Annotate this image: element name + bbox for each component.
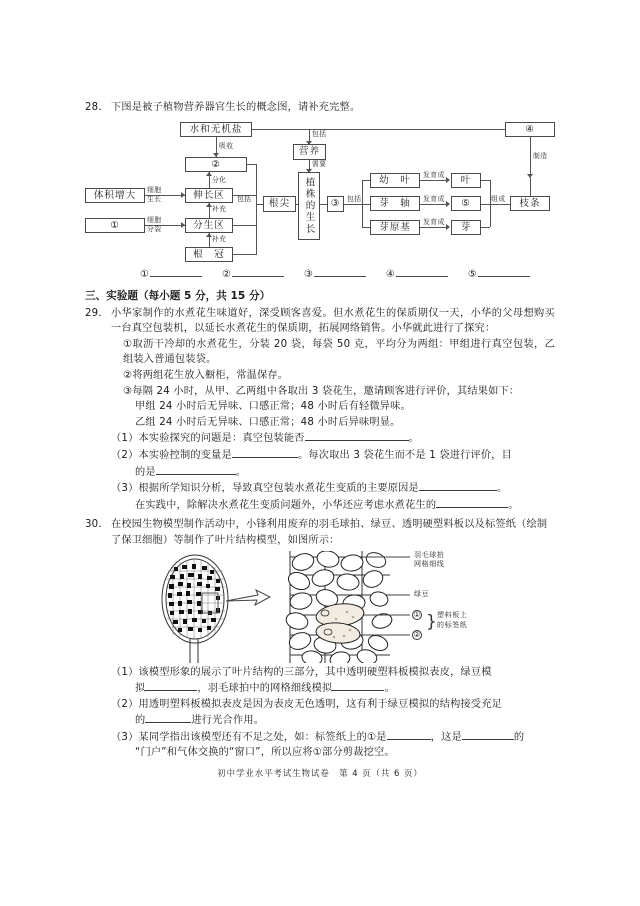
- line-budaxis-5: [420, 204, 447, 205]
- page-footer: 初中学业水平考试生物试卷 第 4 页（共 6 页）: [217, 768, 423, 779]
- answer-blank-3[interactable]: ③: [304, 266, 366, 280]
- q29-blank-3a[interactable]: [419, 480, 497, 491]
- line-to-youngleaf: [362, 180, 370, 181]
- arrow-produce: [527, 174, 533, 178]
- question-30: [85, 517, 555, 548]
- line-br-to-roottip: [256, 204, 263, 205]
- question-29-sub-2: （2）本实验控制的变量是 。每次取出 3 袋花生而不是 1 袋进行评价，目: [111, 447, 555, 464]
- label-replenish-1: 补充: [212, 204, 227, 213]
- arrow-need: [306, 169, 312, 173]
- question-29-result-group-a: 甲组 24 小时后无异味、口感正常；48 小时后有轻微异味。: [135, 401, 411, 413]
- question-30-sub-2: （2）用透明塑料板模拟表皮是因为表皮无色透明，这有利于绿豆模拟的结构接受充足: [111, 698, 503, 710]
- label-absorb: 吸收: [219, 141, 234, 150]
- question-29-result-group-b: 乙组 24 小时后无异味、口感正常；48 小时后异味明显。: [135, 416, 401, 428]
- label-replenish-2: 补充: [212, 234, 227, 243]
- line-growth-3: [320, 204, 327, 205]
- box-young-leaf: 幼 叶: [370, 173, 420, 188]
- q29-blank-3b[interactable]: [436, 497, 508, 508]
- question-29-sub-2-line2: 的是 。: [111, 464, 555, 481]
- line-roottip-growth: [296, 204, 298, 205]
- line-budset-vertical: [362, 180, 363, 228]
- q30-blank-1a[interactable]: [145, 680, 197, 691]
- question-29-step-2: ②将两组花生放入橱柜，常温保存。: [123, 369, 289, 381]
- figure-label-sticker-line1: 塑料板上: [437, 610, 468, 619]
- label-cell-division-1: 细胞: [147, 215, 162, 224]
- line-3-branchset: [344, 204, 370, 205]
- question-30-sub-3-line2: “门户”和气体交换的“窗口”，所以应将①部分剪裁挖空。: [135, 747, 395, 759]
- box-leaf: 叶: [451, 173, 481, 188]
- arrow-celldiv: [181, 222, 185, 228]
- label-include-nutrition: 包括: [312, 129, 327, 138]
- question-30-subs: [85, 665, 555, 762]
- label-cell-division-2: 分裂: [147, 224, 162, 233]
- question-29: [85, 306, 555, 514]
- label-develop-2: 发育成: [423, 194, 445, 203]
- question-29-number: 29．: [85, 307, 109, 319]
- answer-blank-5[interactable]: ⑤: [468, 266, 530, 280]
- label-include-bud: 包括: [347, 194, 362, 203]
- arrow-develop-1: [446, 177, 450, 183]
- q30-blank-1b[interactable]: [332, 680, 384, 691]
- label-include-roottip: 包括: [237, 194, 252, 203]
- label-produce: 制造: [533, 151, 548, 160]
- question-30-sub-1-line2: 拟 ，羽毛球拍中的网格细线模拟 。: [111, 680, 555, 697]
- box-blank-2[interactable]: ②: [185, 157, 247, 172]
- label-compose: 组成: [491, 194, 506, 203]
- label-differentiate: 分化: [212, 175, 227, 184]
- box-water-minerals: 水和无机盐: [180, 122, 252, 137]
- arrow-water-to-2: [213, 153, 219, 157]
- figure-brace: }: [426, 611, 437, 632]
- question-30-stem: 在校园生物模型制作活动中，小锋利用废弃的羽毛球拍、绿豆、透明硬塑料板以及标签纸（绘制了保卫细胞）等制作了叶片结构模型，如图所示：: [111, 519, 548, 546]
- label-develop-3: 发育成: [423, 217, 445, 226]
- q30-blank-3b[interactable]: [462, 729, 514, 740]
- box-bud-axis: 芽 轴: [370, 196, 420, 211]
- q29-blank-1[interactable]: [305, 430, 409, 441]
- question-29-step-3: ③每隔 24 小时，从甲、乙两组中各取出 3 袋花生，邀请顾客进行评价，其结果如下：: [123, 385, 520, 397]
- box-bud: 芽: [451, 220, 481, 235]
- box-blank-1[interactable]: ①: [85, 218, 145, 233]
- line-join-branch: [481, 204, 510, 205]
- answer-blank-2[interactable]: ②: [222, 266, 284, 280]
- box-plant-growth: 植株的生长: [298, 172, 320, 240]
- question-28-stem: 下图是被子植物营养器官生长的概念图，请补充完整。: [111, 102, 361, 113]
- question-29-sub-3-line2: 在实践中，除解决水煮花生变质问题外，小华还应考虑水煮花生的 。: [111, 497, 555, 514]
- figure-label-mung-bean: 绿豆: [414, 589, 430, 598]
- figure-label-racket-line1: 羽毛球拍: [414, 550, 445, 559]
- question-29-sub-1: （1）本实验探究的问题是：真空包装能否 。: [111, 430, 555, 447]
- q29-blank-2a[interactable]: [232, 447, 298, 458]
- line-to-budbase: [362, 227, 370, 228]
- line-bud-join: [481, 227, 490, 228]
- figure-marker-2: ②: [413, 629, 421, 639]
- label-need: 需要: [312, 159, 327, 168]
- leaf-model-svg: [140, 551, 570, 663]
- leaf-model-figure: [140, 551, 570, 663]
- q30-blank-2[interactable]: [145, 712, 191, 723]
- line-br-rootcap: [233, 254, 257, 255]
- question-30-sub-3: （3）某同学指出该模型还有不足之处，如：标签纸上的①是 ，这是 的: [111, 729, 555, 746]
- line-budbase-bud: [420, 227, 447, 228]
- concept-diagram-plant-growth: [85, 122, 555, 262]
- label-develop-1: 发育成: [423, 170, 445, 179]
- box-blank-5[interactable]: ⑤: [451, 196, 481, 211]
- line-br-vertical: [256, 164, 257, 254]
- answer-blank-4[interactable]: ④: [386, 266, 448, 280]
- question-29-step-1: ①取沥干冷却的水煮花生，分装 20 袋，每袋 50 克，平均分为两组：甲组进行真空包装，乙组装入普通包装袋。: [123, 338, 555, 366]
- question-30-number: 30．: [85, 519, 109, 531]
- arrow-develop-3: [446, 224, 450, 230]
- box-blank-3[interactable]: ③: [327, 196, 344, 212]
- question-29-sub-3: （3）根据所学知识分析，导致真空包装水煮花生变质的主要原因是 。: [111, 480, 555, 497]
- box-branch: 枝条: [510, 196, 550, 211]
- question-30-sub-1: （1）该模型形象的展示了叶片结构的三部分，其中透明硬塑料板模拟表皮，绿豆模: [111, 666, 492, 678]
- figure-label-racket-line2: 网格细线: [414, 559, 445, 568]
- line-water-to-4: [252, 129, 505, 130]
- box-elongation-zone: 伸长区: [185, 188, 233, 203]
- figure-label-sticker-line2: 的标签纸: [437, 620, 468, 629]
- answer-blank-1[interactable]: ①: [140, 266, 202, 280]
- box-bud-primordium: 芽原基: [370, 220, 420, 235]
- line-br-meristem: [233, 225, 257, 226]
- q30-blank-3a[interactable]: [387, 729, 431, 740]
- arrow-volume: [181, 192, 185, 198]
- line-leaf-join: [481, 180, 490, 181]
- question-29-stem: 小华家制作的水煮花生味道好，深受顾客喜爱。但水煮花生的保质期仅一天，小华的父母想购买一台真空包装机，以延长水煮花生的保质期，拓展网络销售。小华就此进行了探究：: [111, 307, 555, 335]
- question-28-number: 28．: [85, 102, 109, 113]
- question-30-sub-2-line2: 的 进行光合作用。: [111, 712, 555, 729]
- arrow-to-nutrition: [306, 141, 312, 145]
- box-blank-4[interactable]: ④: [505, 122, 555, 137]
- q29-blank-2b[interactable]: [156, 464, 236, 475]
- box-root-tip: 根尖: [263, 196, 296, 212]
- line-youngleaf-leaf: [420, 180, 447, 181]
- section-3-title: 三、实验题（每小题 5 分，共 15 分）: [85, 289, 271, 302]
- arrow-develop-2: [446, 201, 450, 207]
- box-volume-increase: 体积增大: [85, 188, 145, 203]
- label-cell-growth-1: 细胞: [147, 185, 162, 194]
- box-nutrition: 营养: [293, 144, 326, 160]
- figure-marker-1: ①: [413, 609, 421, 619]
- label-cell-growth-2: 生长: [147, 194, 162, 203]
- question-28: [85, 100, 555, 116]
- line-4-to-leaf: [530, 137, 531, 196]
- box-root-cap: 根 冠: [185, 247, 233, 262]
- question-28-answer-blanks: [85, 266, 555, 280]
- box-meristem-zone: 分生区: [185, 218, 233, 233]
